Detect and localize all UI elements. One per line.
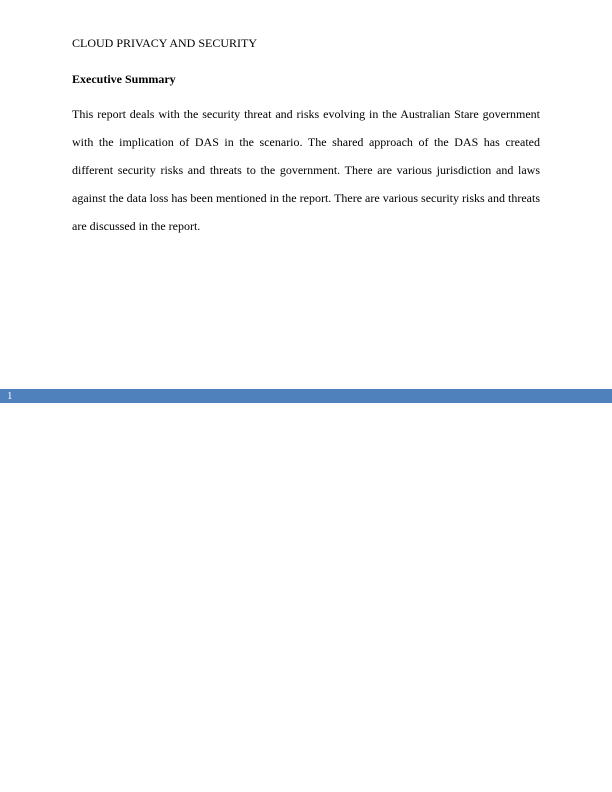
running-header: CLOUD PRIVACY AND SECURITY — [72, 36, 258, 50]
section-heading: Executive Summary — [72, 72, 176, 86]
footer-band — [0, 389, 612, 403]
page-number: 1 — [7, 390, 13, 402]
body-paragraph: This report deals with the security threat and risks evolving in the Australian Stare government with the implication of DAS in the scenario. The shared approach of the DAS has created different security risks and threats to the government. There are various jurisdiction and laws against the data loss has been mentioned in the report. There are various security risks and threats are discussed in the report. — [72, 107, 540, 233]
